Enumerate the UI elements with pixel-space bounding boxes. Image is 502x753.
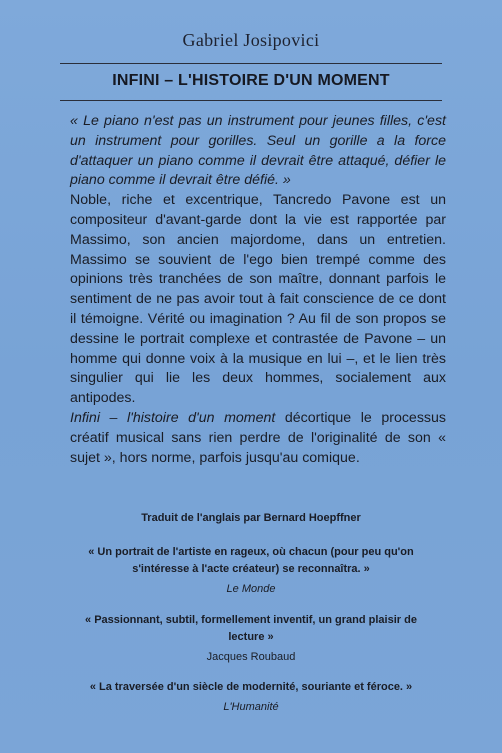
summary-paragraph: Noble, riche et excentrique, Tancredo Pavone est un compositeur d'avant-garde dont la vie est rapportée par Massimo, son ancien majordome, dans un entretien. Massimo se souvient de l'ego bien trempé comme des opinions très tranchées de son maître, donnant parfois le sentiment de ne pas avoir tout à fait conscience de ce dont il témoigne. Vérité ou imagination ? Au fil de son propos se dessine le portrait complexe et contrastée de Pavone – un homme qui donne voix à la musique en lui –, et le lien très singulier qui lie les deux hommes, socialement aux antipodes. bbox=[70, 192, 446, 407]
review-source: Le Monde bbox=[226, 583, 276, 595]
epigraph-quote: « Le piano n'est pas un instrument pour jeunes filles, c'est un instrument pour gorilles. Seul un gorille a la force d'attaquer un piano comme il devrait être attaqué, défier le piano comme il devrait être défié. » bbox=[70, 113, 446, 189]
book-title: INFINI – L'HISTOIRE D'UN MOMENT bbox=[112, 72, 390, 89]
review-quote: « Passionnant, subtil, formellement inventif, un grand plaisir de lecture » bbox=[85, 614, 417, 643]
review-quote: « Un portrait de l'artiste en rageux, où chacun (pour peu qu'on s'intéresse à l'acte créateur) se reconnaîtra. » bbox=[88, 546, 414, 575]
review-source: L'Humanité bbox=[223, 701, 279, 713]
review-le-monde bbox=[80, 544, 422, 600]
review-source: Jacques Roubaud bbox=[206, 651, 296, 663]
divider-top bbox=[60, 63, 442, 64]
review-quote: « La traversée d'un siècle de modernité, souriante et féroce. » bbox=[89, 681, 413, 693]
divider-bottom bbox=[60, 100, 442, 101]
blurb bbox=[70, 112, 446, 468]
summary-book-title: Infini – l'histoire d'un moment bbox=[70, 409, 276, 426]
review-humanite bbox=[80, 679, 422, 718]
summary-conclusion bbox=[70, 409, 446, 468]
author-name: Gabriel Josipovici bbox=[182, 30, 320, 50]
review-jacques-roubaud bbox=[80, 612, 422, 668]
translation-credit: Traduit de l'anglais par Bernard Hoepffner bbox=[141, 512, 361, 524]
summary-conclusion-text: décortique le processus créatif musical sans rien perdre de l'originalité de son « sujet », hors norme, parfois jusqu'au comique. bbox=[70, 409, 446, 466]
